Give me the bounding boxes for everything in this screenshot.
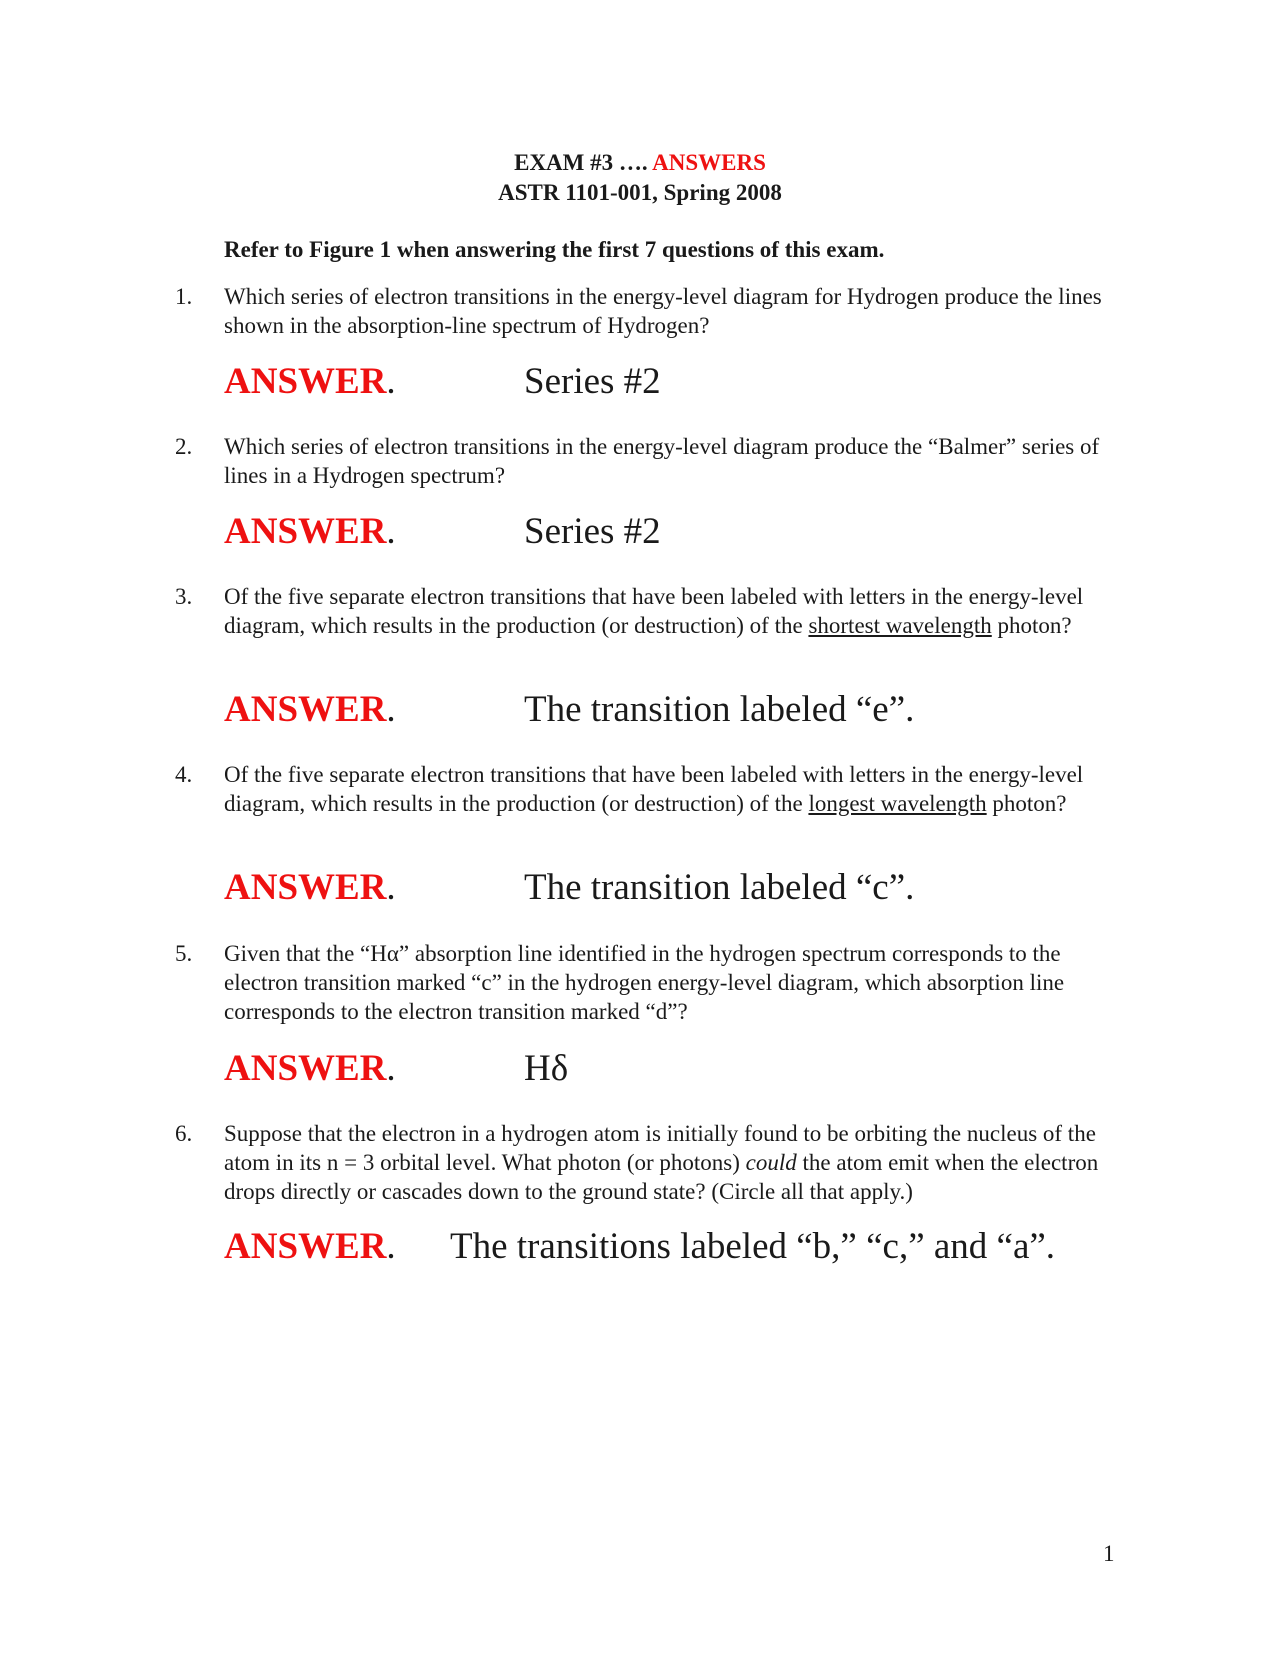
instruction: Refer to Figure 1 when answering the first 7 questions of this exam. xyxy=(224,237,885,262)
question-number: 2. xyxy=(175,434,193,459)
course-title: ASTR 1101-001, Spring 2008 xyxy=(498,180,782,205)
answer-label: ANSWER. xyxy=(224,511,396,552)
question-text: Which series of electron transitions in the energy-level diagram produce the “Balmer” series of lines in a Hydrogen spectrum? xyxy=(224,434,1100,488)
italic-term: could xyxy=(745,1150,797,1175)
question-text: Which series of electron transitions in the energy-level diagram for Hydrogen produce the lines shown in the absorption-line spectrum of Hydrogen? xyxy=(224,284,1102,338)
page-number: 1 xyxy=(1103,1541,1115,1566)
question-text: Suppose that the electron in a hydrogen atom is initially found to be orbiting the nucleus of the atom in its n = 3 orbital level. What photon (or photons) could the atom emit when the electron drops directly or cascades down to the ground state? (Circle all that apply.) xyxy=(224,1121,1099,1204)
question-text: Of the five separate electron transitions that have been labeled with letters in the energy-level diagram, which results in the production (or destruction) of the shortest wavelength photon? xyxy=(224,584,1084,638)
underlined-term: shortest wavelength xyxy=(808,613,992,638)
answer-label: ANSWER. xyxy=(224,361,396,402)
question-number: 3. xyxy=(175,584,193,609)
answer-5 xyxy=(0,1047,1280,1091)
answer-label: ANSWER. xyxy=(224,867,396,908)
answer-value: The transition labeled “c”. xyxy=(524,867,915,908)
question-text: Given that the “Hα” absorption line identified in the hydrogen spectrum corresponds to the electron transition marked “c” in the hydrogen energy-level diagram, which absorption line corresponds to the electron transition marked “d”? xyxy=(224,941,1065,1024)
question-number: 4. xyxy=(175,762,193,787)
underlined-term: longest wavelength xyxy=(808,791,987,816)
answer-label: ANSWER. xyxy=(224,1048,396,1089)
answer-6 xyxy=(0,1225,1280,1269)
answer-label: ANSWER. xyxy=(224,689,396,730)
exam-title-prefix: EXAM #3 …. xyxy=(514,150,648,175)
answer-value: Series #2 xyxy=(524,361,661,402)
question-number: 5. xyxy=(175,941,193,966)
exam-title xyxy=(0,150,1280,176)
answer-3 xyxy=(0,688,1280,732)
exam-title-answers: ANSWERS xyxy=(652,150,766,175)
question-text: Of the five separate electron transitions that have been labeled with letters in the energy-level diagram, which results in the production (or destruction) of the longest wavelength photon? xyxy=(224,762,1084,816)
answer-label: ANSWER. xyxy=(224,1226,396,1267)
answer-4 xyxy=(0,866,1280,910)
answer-value: The transitions labeled “b,” “c,” and “a”. xyxy=(450,1226,1056,1267)
answer-value: The transition labeled “e”. xyxy=(524,689,915,730)
answer-2 xyxy=(0,510,1280,554)
question-number: 1. xyxy=(175,284,193,309)
answer-1 xyxy=(0,360,1280,404)
answer-value: Series #2 xyxy=(524,511,661,552)
answer-value: Hδ xyxy=(524,1048,569,1089)
question-number: 6. xyxy=(175,1121,193,1146)
